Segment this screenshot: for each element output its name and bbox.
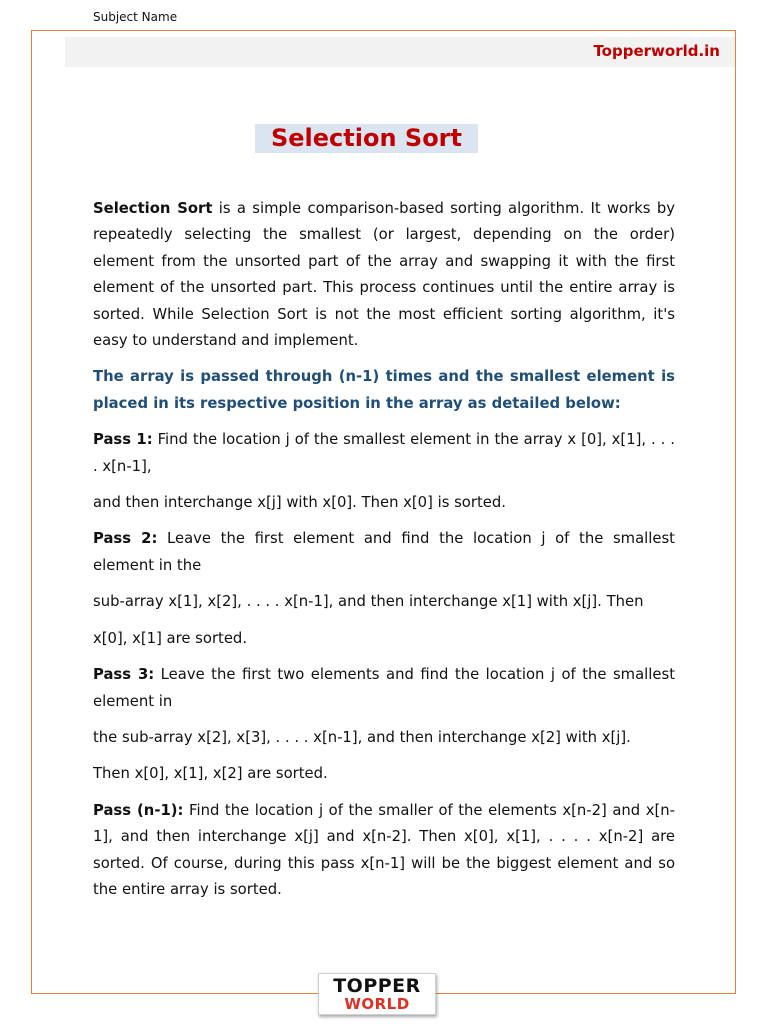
pass2-text: Leave the first element and find the location j of the smallest element in the xyxy=(93,530,675,574)
pass3-paragraph xyxy=(93,662,675,715)
pass3-label: Pass 3: xyxy=(93,666,155,684)
pass1-continuation: and then interchange x[j] with x[0]. Then x[0] is sorted. xyxy=(93,494,506,512)
intro-paragraph xyxy=(93,196,675,354)
document-body xyxy=(93,196,675,913)
page-header-subject: Subject Name xyxy=(93,10,178,24)
intro-text: is a simple comparison-based sorting algorithm. It works by repeatedly selecting the smallest (or largest, depending on the order) element from the unsorted part of the array and swapping it with the first element of the unsorted part. This process continues until the entire array is sorted. While Selection Sort is not the most efficient sorting algorithm, it's easy to understand and implement. xyxy=(93,200,675,350)
passn-paragraph xyxy=(93,798,675,904)
passn-label: Pass (n-1): xyxy=(93,801,184,819)
highlight-paragraph: The array is passed through (n-1) times and the smallest element is placed in its respective position in the array as detailed below: xyxy=(93,368,675,412)
pass3-text: Leave the first two elements and find the location j of the smallest element in xyxy=(93,666,675,710)
pass3-continuation: the sub-array x[2], x[3], . . . . x[n-1], and then interchange x[2] with x[j]. xyxy=(93,728,631,746)
pass2-paragraph xyxy=(93,526,675,579)
title-box xyxy=(255,124,478,153)
pass2-label: Pass 2: xyxy=(93,530,158,548)
logo-line2: WORLD xyxy=(344,995,410,1013)
site-name: Topperworld.in xyxy=(593,42,720,60)
pass3-result: Then x[0], x[1], x[2] are sorted. xyxy=(93,765,328,783)
pass1-paragraph xyxy=(93,427,675,480)
pass2-continuation: sub-array x[1], x[2], . . . . x[n-1], and then interchange x[1] with x[j]. Then xyxy=(93,593,644,611)
pass1-text: Find the location j of the smallest element in the array x [0], x[1], . . . . x[n-1], xyxy=(93,431,675,475)
page-title: Selection Sort xyxy=(270,124,462,152)
passn-text: Find the location j of the smaller of the elements x[n-2] and x[n-1], and then interchange x[j] and x[n-2]. Then x[0], x[1], . . . . x[n-2] are sorted. Of course, during this pass x[n-1] will be the biggest element and so the entire array is sorted. xyxy=(93,801,675,898)
pass2-result: x[0], x[1] are sorted. xyxy=(93,629,248,647)
pass1-label: Pass 1: xyxy=(93,431,153,449)
topperworld-logo xyxy=(318,973,436,1015)
logo-line1: TOPPER xyxy=(333,975,421,997)
intro-term: Selection Sort xyxy=(93,200,213,217)
